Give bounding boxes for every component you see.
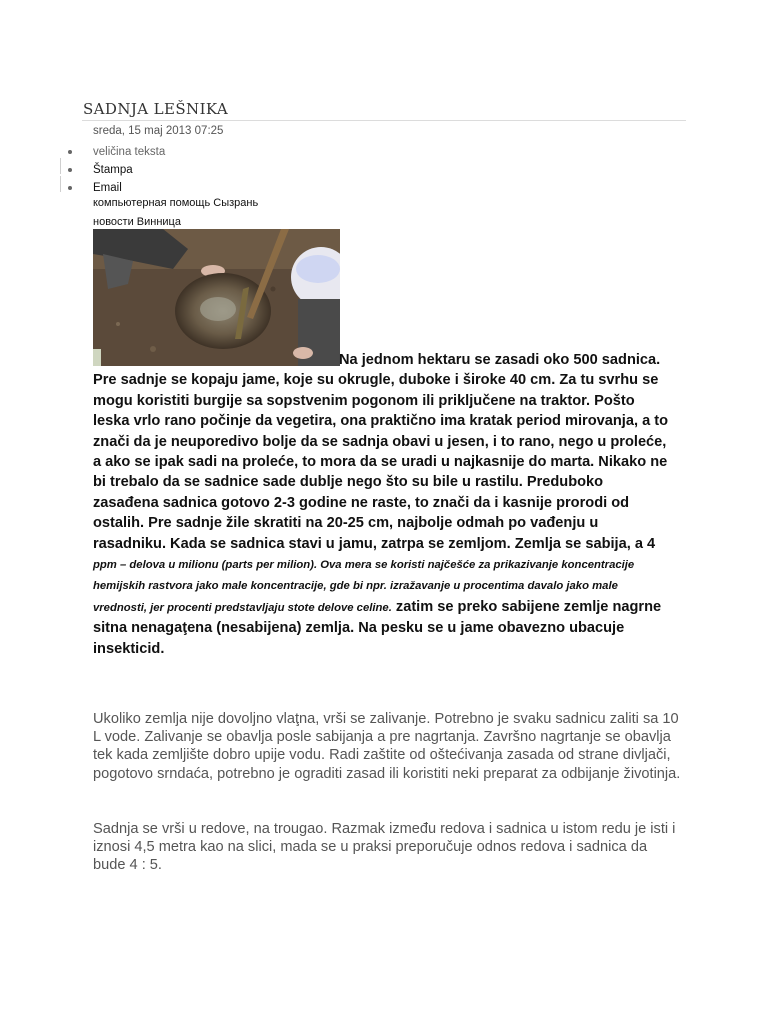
publish-date: sreda, 15 maj 2013 07:25 [93, 125, 224, 137]
option-label: veličina teksta [93, 146, 166, 158]
options-divider [60, 158, 61, 174]
article-photo [93, 229, 340, 366]
option-label: Štampa [93, 164, 133, 176]
title-divider [82, 120, 686, 121]
article-body-end: zatim se preko sabijene zemlje nagrne sitna nenagaţena (nesabijena) zemlja. Na pesku se u jame obavezno ubacuje insekticid. [93, 598, 662, 657]
bullet-icon [68, 168, 72, 172]
bullet-icon [68, 186, 72, 190]
planting-photo-image [93, 229, 340, 366]
option-label: Email [93, 182, 122, 194]
ad-link[interactable]: компьютерная помощь Сызрань [93, 197, 259, 209]
article-title: SADNJA LEŠNIKA [83, 100, 229, 118]
paragraph-watering: Ukoliko zemlja nije dovoljno vlaţna, vrši se zalivanje. Potrebno je svaku sadnicu zaliti sa 10 L vode. Zalivanje se obavlja posle sabijanja a pre nagrtanja. Završno nagrtanje se obavlja tek kada zemljište dobro upije vodu. Radi zaštite od oštećivanja zasada od strane divljači, pogotovo srndaća, potrebno je ograditi zasad ili koristiti neki preparat za odbijanje životinja. [93, 711, 681, 782]
article-body-first-text: Na jednom hektaru se zasadi oko 500 [339, 352, 598, 368]
article-body-italic: ppm – delova u milionu (parts per milion). Ova mera se koristi najčešće za prikazivanje koncentracije hemijskih rastvora jako male koncentracije, gde bi npr. izražavanje u procentima davalo jako male vrednosti, jer procenti predstavljaju stote delove celine. [93, 559, 635, 614]
article-body-main: sadnica. Pre sadnje se kopaju jame, koje su okrugle, duboke i široke 40 cm. Za tu svrhu se mogu koristiti burgije sa sopstvenim pogonom ili priključene na traktor. Pošto leska vrlo rano počinje da vegetira, ona praktično ima kratak period mirovanja, a to znači da je neuporedivo bolje da se sadnja obavi u jesen, i to rano, nego u proleće, a ako se ipak sadi na proleće, to mora da se uradi u najkasnije do marta. Nikako ne bi trebalo da se sadnice sade dublje nego što su bile u rastilu. Preduboko zasađena sadnica gotovo 2-3 godine ne raste, to znači da i kasnije prorodi od ostalih. Pre sadnje žile skratiti na 20-25 cm, najbolje odmah po vađenju u rasadniku. Kada se sadnica stavi u jamu, zatrpa se zemljom. Zemlja se sabija, a 4 [93, 352, 669, 552]
options-divider [60, 176, 61, 192]
ad-link[interactable]: новости Винница [93, 216, 181, 228]
bullet-icon [68, 150, 72, 154]
article-body [93, 350, 669, 659]
paragraph-spacing: Sadnja se vrši u redove, na trougao. Razmak između redova i sadnica u istom redu je isti i iznosi 4,5 metra kao na slici, mada se u praksi preporučuje odnos redova i sadnica da bude 4 : 5. [93, 821, 676, 874]
